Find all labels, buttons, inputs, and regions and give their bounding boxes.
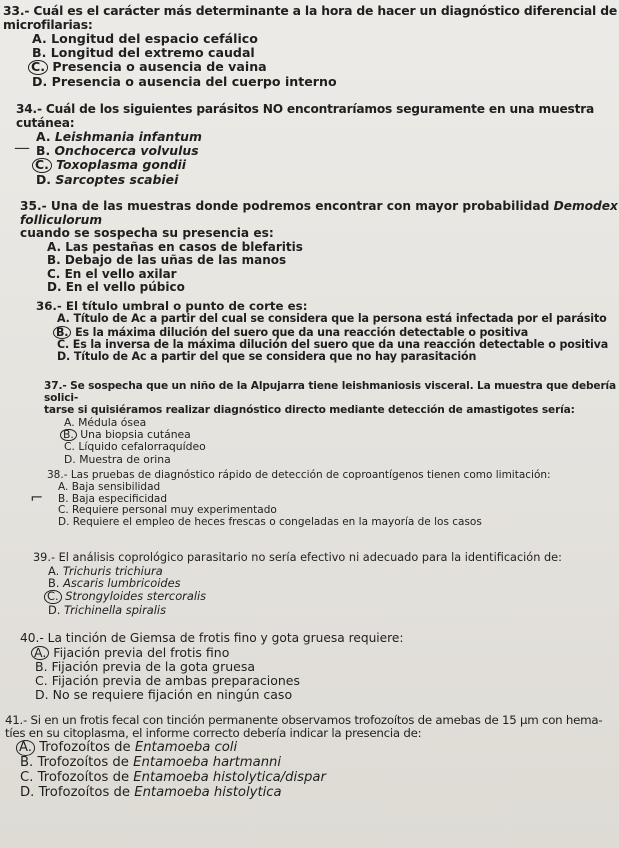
- stem-text: cuando se sospecha su presencia es:: [20, 226, 274, 241]
- question-stem: [44, 381, 619, 417]
- option-d: [58, 517, 619, 529]
- option-letter: B.: [47, 253, 61, 268]
- option-text: Sarcoptes scabiei: [55, 171, 179, 187]
- option-text: Es la inversa de la máxima dilución del suero que da una reacción detectable o positiva: [72, 338, 609, 352]
- pen-mark-icon: —: [14, 138, 30, 157]
- option-d: [35, 688, 619, 702]
- selected-answer-circle: B.: [60, 429, 77, 442]
- option-text: Fijación previa de la gota gruesa: [51, 659, 255, 675]
- question-33: [0, 4, 619, 89]
- option-text: Fijación previa del frotis fino: [53, 644, 230, 660]
- option-species: Entamoeba hartmanni: [133, 755, 282, 771]
- selected-answer-circle: A.: [31, 646, 49, 661]
- option-text: Strongyloides stercoralis: [65, 589, 207, 604]
- option-a: [36, 130, 619, 144]
- stem-text: 35.- Una de las muestras donde podremos encontrar con mayor probabilidad: [20, 199, 550, 213]
- option-d: [32, 75, 619, 89]
- option-letter: D.: [58, 516, 70, 528]
- option-text: Trofozoítos de: [37, 755, 134, 771]
- option-c: [48, 590, 619, 603]
- option-d: [64, 454, 619, 466]
- question-stem: 38.- Las pruebas de diagnóstico rápido de detección de coproantígenos tienen como limitación:: [47, 469, 551, 481]
- option-b: [36, 144, 619, 158]
- question-40: [0, 632, 619, 702]
- option-text: Trofozoítos de: [38, 784, 135, 800]
- option-c: [36, 158, 619, 172]
- option-text: En el vello axilar: [64, 266, 177, 281]
- option-text: Debajo de las uñas de las manos: [64, 253, 287, 268]
- question-35: [0, 200, 619, 295]
- option-letter: C.: [20, 769, 34, 785]
- option-letter: A.: [47, 239, 62, 254]
- question-36: [0, 300, 619, 364]
- option-text: Las pestañas en casos de blefaritis: [65, 239, 303, 254]
- option-letter: A.: [32, 30, 47, 46]
- question-stem: [5, 714, 619, 740]
- option-letter: B.: [36, 143, 51, 159]
- option-c: [32, 60, 619, 75]
- selected-answer-circle: B.: [53, 326, 71, 339]
- option-text: Toxoplasma gondii: [56, 157, 187, 173]
- selected-answer-circle: C.: [32, 158, 52, 172]
- option-text: Longitud del espacio cefálico: [51, 30, 258, 46]
- stem-text: 37.- Se sospecha que un niño de la Alpujarra tiene leishmaniosis visceral. La muestra que debería solici-: [44, 380, 617, 404]
- option-text: Baja sensibilidad: [71, 480, 161, 493]
- option-species: Entamoeba coli: [134, 740, 238, 756]
- option-species: Entamoeba histolytica/dispar: [133, 769, 326, 785]
- selected-answer-circle: C.: [44, 590, 62, 603]
- question-stem: 40.- La tinción de Giemsa de frotis fino y gota gruesa requiere:: [20, 631, 404, 645]
- option-letter: A.: [57, 312, 70, 326]
- question-34: [0, 103, 619, 186]
- option-letter: A.: [64, 415, 75, 429]
- option-text: Fijación previa de ambas preparaciones: [51, 673, 300, 689]
- question-stem: [20, 200, 619, 241]
- option-letter: A.: [48, 563, 60, 578]
- option-text: No se requiere fijación en ningún caso: [52, 687, 293, 703]
- option-a: [57, 313, 619, 325]
- option-text: Longitud del extremo caudal: [50, 44, 255, 60]
- question-stem: 36.- El título umbral o punto de corte es:: [36, 299, 308, 313]
- question-38: [0, 470, 619, 529]
- option-text: Trofozoítos de: [39, 740, 135, 756]
- option-letter: B.: [20, 755, 34, 771]
- option-letter: B.: [58, 492, 69, 505]
- option-letter: A.: [36, 129, 51, 145]
- question-stem: 33.- Cuál es el carácter más determinante a la hora de hacer un diagnóstico diferencial de microfilarias:: [3, 3, 618, 32]
- option-text: Una biopsia cutánea: [80, 427, 191, 441]
- selected-answer-circle: C.: [28, 60, 48, 75]
- option-c: [35, 674, 619, 688]
- question-stem: 39.- El análisis coprológico parasitario no sería efectivo ni adecuado para la identificación de:: [33, 551, 562, 564]
- option-text: Muestra de orina: [79, 452, 171, 466]
- option-a: [35, 646, 619, 661]
- option-letter: D.: [48, 602, 61, 617]
- question-41: [0, 714, 619, 801]
- question-stem: 34.- Cuál de los siguientes parásitos NO encontraríamos seguramente en una muestra cutánea:: [16, 102, 595, 130]
- option-letter: A.: [58, 480, 69, 493]
- option-letter: C.: [57, 338, 70, 352]
- question-37: [0, 381, 619, 466]
- option-d: [48, 604, 619, 617]
- option-letter: D.: [20, 784, 35, 800]
- option-text: Requiere personal muy experimentado: [72, 504, 277, 517]
- option-text: Líquido cefalorraquídeo: [78, 440, 206, 454]
- stem-italic-text: Demodex folliculorum: [20, 199, 618, 227]
- stem-text: 41.- Si en un frotis fecal con tinción permanente observamos trofozoítos de amebas de 15 µm con hema-: [5, 713, 603, 727]
- option-text: Presencia o ausencia de vaina: [52, 58, 267, 74]
- option-letter: D.: [64, 452, 76, 466]
- stem-text: tarse si quisiéramos realizar diagnóstico directo mediante detección de amastigotes sería:: [44, 403, 575, 416]
- option-b: [20, 756, 619, 771]
- option-text: Es la máxima dilución del suero que da una reacción detectable o positiva: [75, 325, 529, 339]
- option-text: Requiere el empleo de heces frescas o congeladas en la mayoría de los casos: [72, 516, 482, 528]
- option-text: Ascaris lumbricoides: [63, 576, 181, 591]
- option-text: Trichuris trichiura: [62, 563, 163, 578]
- option-letter: C.: [64, 440, 75, 454]
- option-letter: C.: [58, 504, 69, 517]
- option-text: Trichinella spiralis: [64, 602, 167, 617]
- option-letter: B.: [35, 659, 48, 675]
- option-letter: B.: [48, 576, 60, 591]
- stem-text: tíes en su citoplasma, el informe correcto debería indicar la presencia de:: [5, 726, 422, 741]
- option-a: [47, 241, 619, 254]
- option-letter: D.: [36, 171, 51, 187]
- option-b: [47, 254, 619, 267]
- option-letter: C.: [35, 673, 48, 689]
- option-d: [20, 786, 619, 801]
- option-d: [57, 351, 619, 363]
- option-letter: D.: [57, 350, 71, 364]
- option-d: [47, 281, 619, 294]
- question-39: [0, 552, 619, 616]
- option-text: Médula ósea: [78, 415, 147, 429]
- option-letter: C.: [47, 266, 61, 281]
- option-a: [32, 32, 619, 46]
- option-text: Presencia o ausencia del cuerpo interno: [51, 73, 337, 89]
- option-text: Onchocerca volvulus: [54, 143, 199, 159]
- option-text: Leishmania infantum: [54, 129, 202, 145]
- pen-mark-icon: ⌐: [30, 488, 44, 507]
- option-text: Título de Ac a partir del que se considera que no hay parasitación: [73, 350, 477, 364]
- option-text: Baja especificidad: [71, 492, 168, 505]
- option-a: [20, 740, 619, 756]
- option-text: Título de Ac a partir del cual se considera que la persona está infectada por el parásito: [73, 312, 607, 326]
- option-b: [35, 660, 619, 674]
- option-letter: B.: [32, 44, 47, 60]
- option-d: [36, 173, 619, 187]
- option-text: Trofozoítos de: [37, 769, 134, 785]
- option-c: [47, 268, 619, 281]
- option-b: [32, 46, 619, 60]
- option-c: [20, 771, 619, 786]
- option-text: En el vello púbico: [65, 280, 185, 295]
- option-letter: D.: [32, 73, 48, 89]
- option-species: Entamoeba histolytica: [134, 784, 282, 800]
- option-letter: D.: [35, 687, 49, 703]
- selected-answer-circle: A.: [16, 740, 35, 755]
- option-letter: D.: [47, 280, 62, 295]
- option-b: [57, 326, 619, 339]
